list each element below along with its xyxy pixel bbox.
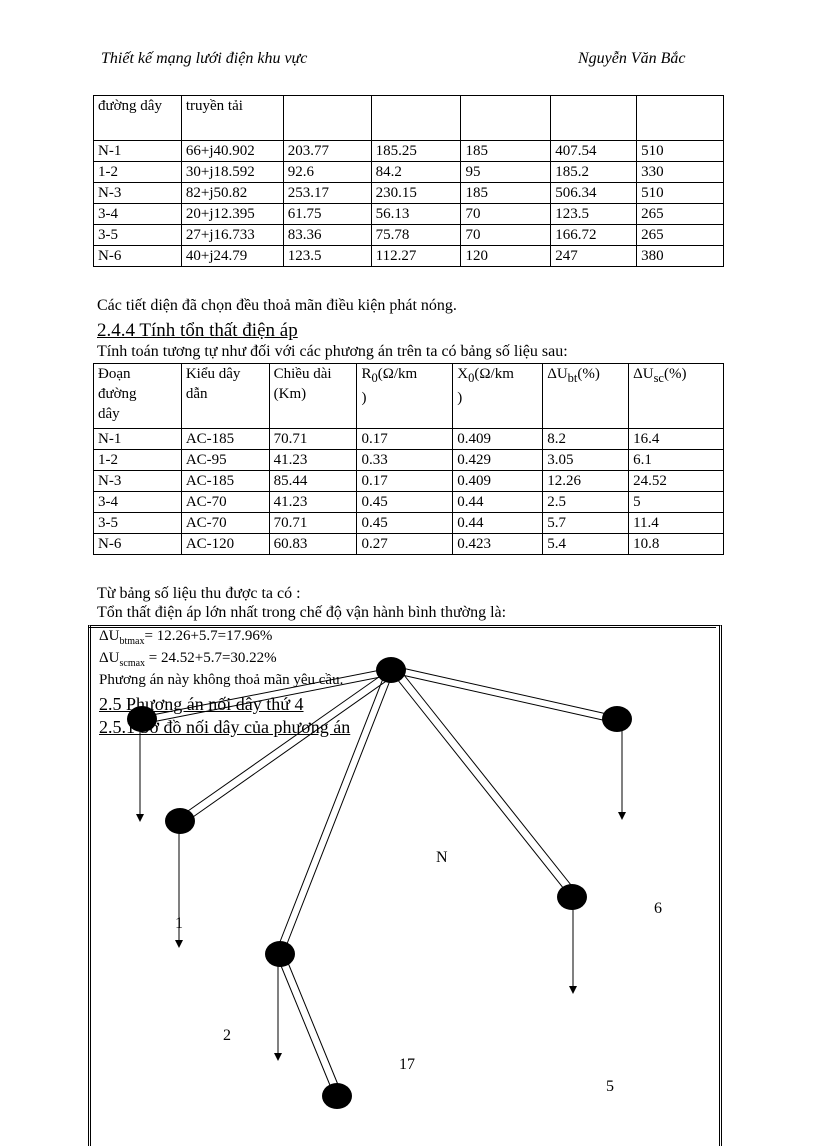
table-cell: 506.34 <box>551 183 637 204</box>
table-cell: 6.1 <box>629 450 724 471</box>
table-cell: 41.23 <box>269 450 357 471</box>
table-cell: 11.4 <box>629 513 724 534</box>
header-cell-segment: Đoạn đường dây <box>94 364 182 429</box>
table-cell: 84.2 <box>371 162 461 183</box>
table-cell: 0.45 <box>357 513 453 534</box>
table-cell: AC-70 <box>181 492 269 513</box>
paragraph-table-intro: Tính toán tương tự như đối với các phương án trên ta có bảng số liệu sau: <box>97 343 568 360</box>
table-cell: 330 <box>637 162 724 183</box>
table-cell: 2.5 <box>543 492 629 513</box>
table-cell: 70 <box>461 204 551 225</box>
line-N-6 <box>393 666 616 723</box>
load-arrow-icon <box>618 812 626 820</box>
table-cell: 5.7 <box>543 513 629 534</box>
table-cell: 0.27 <box>357 534 453 555</box>
header-right: Nguyễn Văn Bắc <box>578 50 686 67</box>
node-2 <box>265 941 295 967</box>
table-cell: 70 <box>461 225 551 246</box>
heading-2-4-4: 2.4.4 Tính tổn thất điện áp <box>97 320 298 341</box>
node-N <box>376 657 406 683</box>
table-cell: N-1 <box>94 429 182 450</box>
table-cell: 203.77 <box>283 141 371 162</box>
table-cell: 41.23 <box>269 492 357 513</box>
table-cell: đường dây <box>94 96 182 141</box>
table-cell: 510 <box>637 183 724 204</box>
load-arrow-icon <box>569 986 577 994</box>
equation-duscmax: $\Delta U_{scmax} = 24.52+5.7=30.22\%$ <box>99 650 277 669</box>
header-cell-length: Chiều dài (Km) <box>269 364 357 429</box>
table-cell: AC-185 <box>181 471 269 492</box>
table-cell: 247 <box>551 246 637 267</box>
table-cell: 95 <box>461 162 551 183</box>
table-cell: 0.17 <box>357 471 453 492</box>
paragraph-from-table: Từ bảng số liệu thu được ta có : <box>97 585 301 602</box>
table-cell: 0.44 <box>453 513 543 534</box>
table-cell: N-3 <box>94 471 182 492</box>
table-cell: 230.15 <box>371 183 461 204</box>
table-cell: 123.5 <box>283 246 371 267</box>
table-cell: 20+j12.395 <box>181 204 283 225</box>
label-N: N <box>436 849 448 866</box>
table-cell: 265 <box>637 204 724 225</box>
table-cell: AC-70 <box>181 513 269 534</box>
table-cell: 166.72 <box>551 225 637 246</box>
node-5 <box>557 884 587 910</box>
table-cell: 5 <box>629 492 724 513</box>
table-cell: 0.33 <box>357 450 453 471</box>
table-cell: 185 <box>461 141 551 162</box>
table-cell: 3-5 <box>94 513 182 534</box>
header-cell-dubt: $\Delta U_{bt}(\%)$ <box>543 364 629 429</box>
table-cell: 407.54 <box>551 141 637 162</box>
table-cell: 185.2 <box>551 162 637 183</box>
heading-2-5: 2.5 Phương án nối dây thứ 4 <box>99 694 304 714</box>
table-cell: 83.36 <box>283 225 371 246</box>
table-cell: N-6 <box>94 246 182 267</box>
table-cell: 5.4 <box>543 534 629 555</box>
table-cell: 185.25 <box>371 141 461 162</box>
table-cell: 0.429 <box>453 450 543 471</box>
node-1 <box>165 808 195 834</box>
table-cell: N-3 <box>94 183 182 204</box>
header-cell-wire-type: Kiểu dây dẫn <box>181 364 269 429</box>
table-cell: AC-120 <box>181 534 269 555</box>
table-cell: 3.05 <box>543 450 629 471</box>
table-cell: 123.5 <box>551 204 637 225</box>
table-cell: AC-95 <box>181 450 269 471</box>
table-cell: 8.2 <box>543 429 629 450</box>
node-4 <box>322 1083 352 1109</box>
table-cell: 112.27 <box>371 246 461 267</box>
table-cell: 510 <box>637 141 724 162</box>
table-cell: 92.6 <box>283 162 371 183</box>
load-arrow-icon <box>274 1053 282 1061</box>
table-cell: 0.409 <box>453 471 543 492</box>
table-cell: 0.17 <box>357 429 453 450</box>
table-cell: 70.71 <box>269 429 357 450</box>
table-cell: 0.44 <box>453 492 543 513</box>
table-cell: 30+j18.592 <box>181 162 283 183</box>
table-cell: 1-2 <box>94 162 182 183</box>
heading-2-5-1: 2.5.1 Sơ đồ nối dây của phương án <box>99 717 351 737</box>
table-cell: 27+j16.733 <box>181 225 283 246</box>
table-cell: N-1 <box>94 141 182 162</box>
header-cell-dusc: $\Delta U_{sc}(\%)$ <box>629 364 724 429</box>
table-cell: 3-4 <box>94 492 182 513</box>
line-3-4 <box>277 953 341 1095</box>
table-cell: 0.45 <box>357 492 453 513</box>
table-cell: 85.44 <box>269 471 357 492</box>
header-cell-r0: $R_0(\Omega/km$ ) <box>357 364 453 429</box>
table-cell: 70.71 <box>269 513 357 534</box>
table-cell: 185 <box>461 183 551 204</box>
table-cell: 61.75 <box>283 204 371 225</box>
table-cell: 60.83 <box>269 534 357 555</box>
table-cell: 10.8 <box>629 534 724 555</box>
header-left: Thiết kế mạng lưới điện khu vực <box>101 50 308 67</box>
load-arrow-icon <box>136 814 144 822</box>
table-cell: 12.26 <box>543 471 629 492</box>
table-cell: 56.13 <box>371 204 461 225</box>
table-cell: 82+j50.82 <box>181 183 283 204</box>
table-cell: 380 <box>637 246 724 267</box>
label-1: 1 <box>175 915 183 932</box>
table-cell: N-6 <box>94 534 182 555</box>
table-cell: 0.423 <box>453 534 543 555</box>
table-cell: 1-2 <box>94 450 182 471</box>
header-cell-x0: $X_0(\Omega/km$ ) <box>453 364 543 429</box>
table-cell: 66+j40.902 <box>181 141 283 162</box>
node-6 <box>602 706 632 732</box>
label-5: 5 <box>606 1078 614 1095</box>
table-cell: 24.52 <box>629 471 724 492</box>
table-cell: AC-185 <box>181 429 269 450</box>
table-cell: 3-4 <box>94 204 182 225</box>
table-cell: 120 <box>461 246 551 267</box>
label-17: 17 <box>399 1056 415 1073</box>
table-cell: 40+j24.79 <box>181 246 283 267</box>
table-cell: 75.78 <box>371 225 461 246</box>
paragraph-not-satisfied: Phương án này không thoả mãn yêu cầu. <box>99 672 344 688</box>
label-2: 2 <box>223 1027 231 1044</box>
table-cell: 3-5 <box>94 225 182 246</box>
load-arrow-icon <box>175 940 183 948</box>
equation-dubtmax: $\Delta U_{btmax}= 12.26+5.7=17.96\%$ <box>99 628 273 647</box>
table-cell: 253.17 <box>283 183 371 204</box>
paragraph-max-loss: Tổn thất điện áp lớn nhất trong chế độ vận hành bình thường là: <box>97 604 507 621</box>
table-cell: 16.4 <box>629 429 724 450</box>
label-6: 6 <box>654 900 662 917</box>
paragraph-conductor-ok: Các tiết diện đã chọn đều thoả mãn điều kiện phát nóng. <box>97 297 457 314</box>
table-cell: 0.409 <box>453 429 543 450</box>
line-N-5 <box>393 670 575 894</box>
table-cell: truyền tải <box>181 96 283 141</box>
table-cell: 265 <box>637 225 724 246</box>
